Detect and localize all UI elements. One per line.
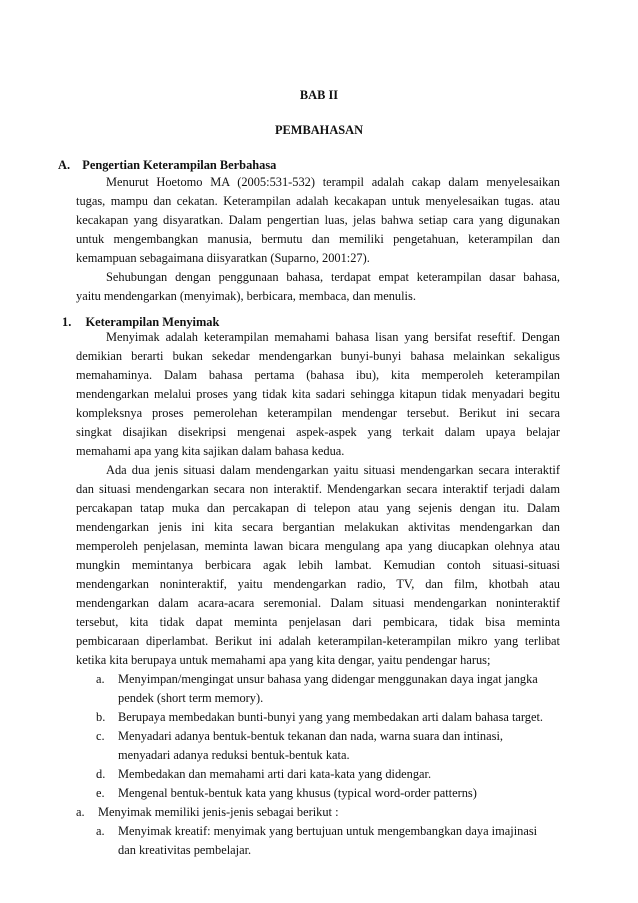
text-line: mendengarkan noninteraktif, yaitu mendengarkan radio, TV, dan film, khotbah atau: [76, 577, 560, 591]
text-line: memperoleh penjelasan, meminta lawan bicara mengulang apa yang diucapkan olehnya atau: [76, 539, 560, 553]
text-line: Menyimak adalah keterampilan memahami bahasa lisan yang bersifat reseftif. Dengan: [106, 330, 560, 344]
section-1-title: Keterampilan Menyimak: [85, 315, 220, 329]
text-line: pembicaraan diperlambat. Berikut ini adalah keterampilan-keterampilan mikro yang terlibat: [76, 634, 560, 648]
text-line: kompleksnya proses pemerolehan keterampilan mendengar tersebut. Berikut ini secara: [76, 406, 560, 420]
list-item-text: [118, 784, 477, 803]
text-line: Sehubungan dengan penggunaan bahasa, terdapat empat keterampilan dasar bahasa,: [106, 270, 560, 284]
text-line: menyadari adanya reduksi bentuk-bentuk kata.: [118, 748, 350, 762]
list-marker: a.: [96, 824, 105, 838]
text-line: Menyimpan/mengingat unsur bahasa yang didengar menggunakan daya ingat jangka: [118, 672, 538, 686]
section-a-heading: [58, 157, 276, 173]
section-a-title: Pengertian Keterampilan Berbahasa: [82, 158, 277, 172]
list-marker: e.: [96, 786, 105, 800]
section-1-paragraph-1: [76, 328, 560, 461]
list-item-text: [118, 822, 537, 860]
text-line: memahami apa yang kita sajikan dalam bahasa kedua.: [76, 444, 345, 458]
subsection-a-text: [98, 803, 339, 822]
text-line: Mengenal bentuk-bentuk kata yang khusus (typical word-order patterns): [118, 786, 477, 800]
text-line: singkat disajikan disekripsi mengenai aspek-aspek yang terkait dalam upaya belajar: [76, 425, 560, 439]
text-line: untuk mengembangkan manusia, bermutu dan memiliki pengetahuan, keterampilan dan: [76, 232, 560, 246]
list-item: [96, 784, 560, 803]
text-line: kemampuan sebagaimana diisyaratkan (Suparno, 2001:27).: [76, 251, 370, 265]
list-item-text: [118, 708, 543, 727]
section-a-paragraph-1: [76, 173, 560, 268]
list-marker: a.: [76, 805, 85, 819]
list-marker: d.: [96, 767, 106, 781]
subsection-a: [76, 803, 560, 822]
text-line: mendengarkan melalui proses yang tidak kita sadari sehingga kitapun tidak menyadari begitu: [76, 387, 560, 401]
text-line: Menyimak memiliki jenis-jenis sebagai berikut :: [98, 805, 339, 819]
text-line: dan kreativitas pembelajar.: [118, 843, 252, 857]
list-item-text: [118, 765, 431, 784]
text-line: ketika kita berupaya untuk memahami apa yang kita dengar, yaitu pendengar harus;: [76, 653, 491, 667]
section-a-marker: A.: [58, 158, 71, 172]
list-item: [96, 670, 560, 708]
text-line: Ada dua jenis situasi dalam mendengarkan yaitu situasi mendengarkan secara interaktif: [106, 463, 560, 477]
list-item-text: [118, 727, 503, 765]
list-item: [96, 765, 560, 784]
text-line: kecakapan yang disyaratkan. Dalam pengertian luas, jelas bahwa setiap cara yang digunakan: [76, 213, 560, 227]
text-line: percakapan tatap muka dan percakapan di telepon atau yang sejenis dengan itu. Dalam: [76, 501, 560, 515]
list-item-text: [118, 670, 538, 708]
text-line: tugas, mampu dan cekatan. Keterampilan adalah kecakapan untuk menyelesaikan tugas. atau: [76, 194, 560, 208]
list-item: [96, 708, 560, 727]
section-a-paragraph-2: [76, 268, 560, 306]
list-item: [96, 822, 560, 860]
text-line: mendengarkan jenis ini kita secara bergantian melakukan aktivitas mendengarkan dan: [76, 520, 560, 534]
text-line: dan situasi mendengarkan secara non interaktif. Mendengarkan secara interaktif terjadi dalam: [76, 482, 560, 496]
list-marker: a.: [96, 672, 105, 686]
list-marker: c.: [96, 729, 105, 743]
text-line: mungkin memintanya berbicara agak lebih lambat. Kemudian contoh situasi-situasi: [76, 558, 560, 572]
text-line: Membedakan dan memahami arti dari kata-kata yang didengar.: [118, 767, 432, 781]
text-line: tersebut, kita tidak dapat meminta penjelasan dari pembicara, tidak bisa meminta: [76, 615, 560, 629]
section-1-paragraph-2: [76, 461, 560, 670]
chapter-number: BAB II: [299, 88, 339, 102]
list-item: [96, 727, 560, 765]
text-line: Berupaya membedakan bunti-bunyi yang yang membedakan arti dalam bahasa target.: [118, 710, 544, 724]
text-line: Menyadari adanya bentuk-bentuk tekanan dan nada, warna suara dan intinasi,: [118, 729, 503, 743]
list-marker: b.: [96, 710, 106, 724]
text-line: Menyimak kreatif: menyimak yang bertujuan untuk mengembangkan daya imajinasi: [118, 824, 538, 838]
text-line: Menurut Hoetomo MA (2005:531-532) terampil adalah cakap dalam menyelesaikan: [106, 175, 560, 189]
text-line: demikian berarti bukan sekedar mendengarkan bunyi-bunyi bahasa melainkan sekaligus: [76, 349, 560, 363]
text-line: mendengarkan dalam acara-acara seremonial. Dalam situasi mendengarkan noninteraktif: [76, 596, 560, 610]
text-line: yaitu mendengarkan (menyimak), berbicara, membaca, dan menulis.: [76, 289, 416, 303]
section-1-marker: 1.: [62, 315, 72, 329]
chapter-title: PEMBAHASAN: [274, 123, 364, 137]
text-line: pendek (short term memory).: [118, 691, 264, 705]
text-line: memahaminya. Dalam bahasa pertama (bahasa ibu), kita memperoleh keterampilan: [76, 368, 560, 382]
